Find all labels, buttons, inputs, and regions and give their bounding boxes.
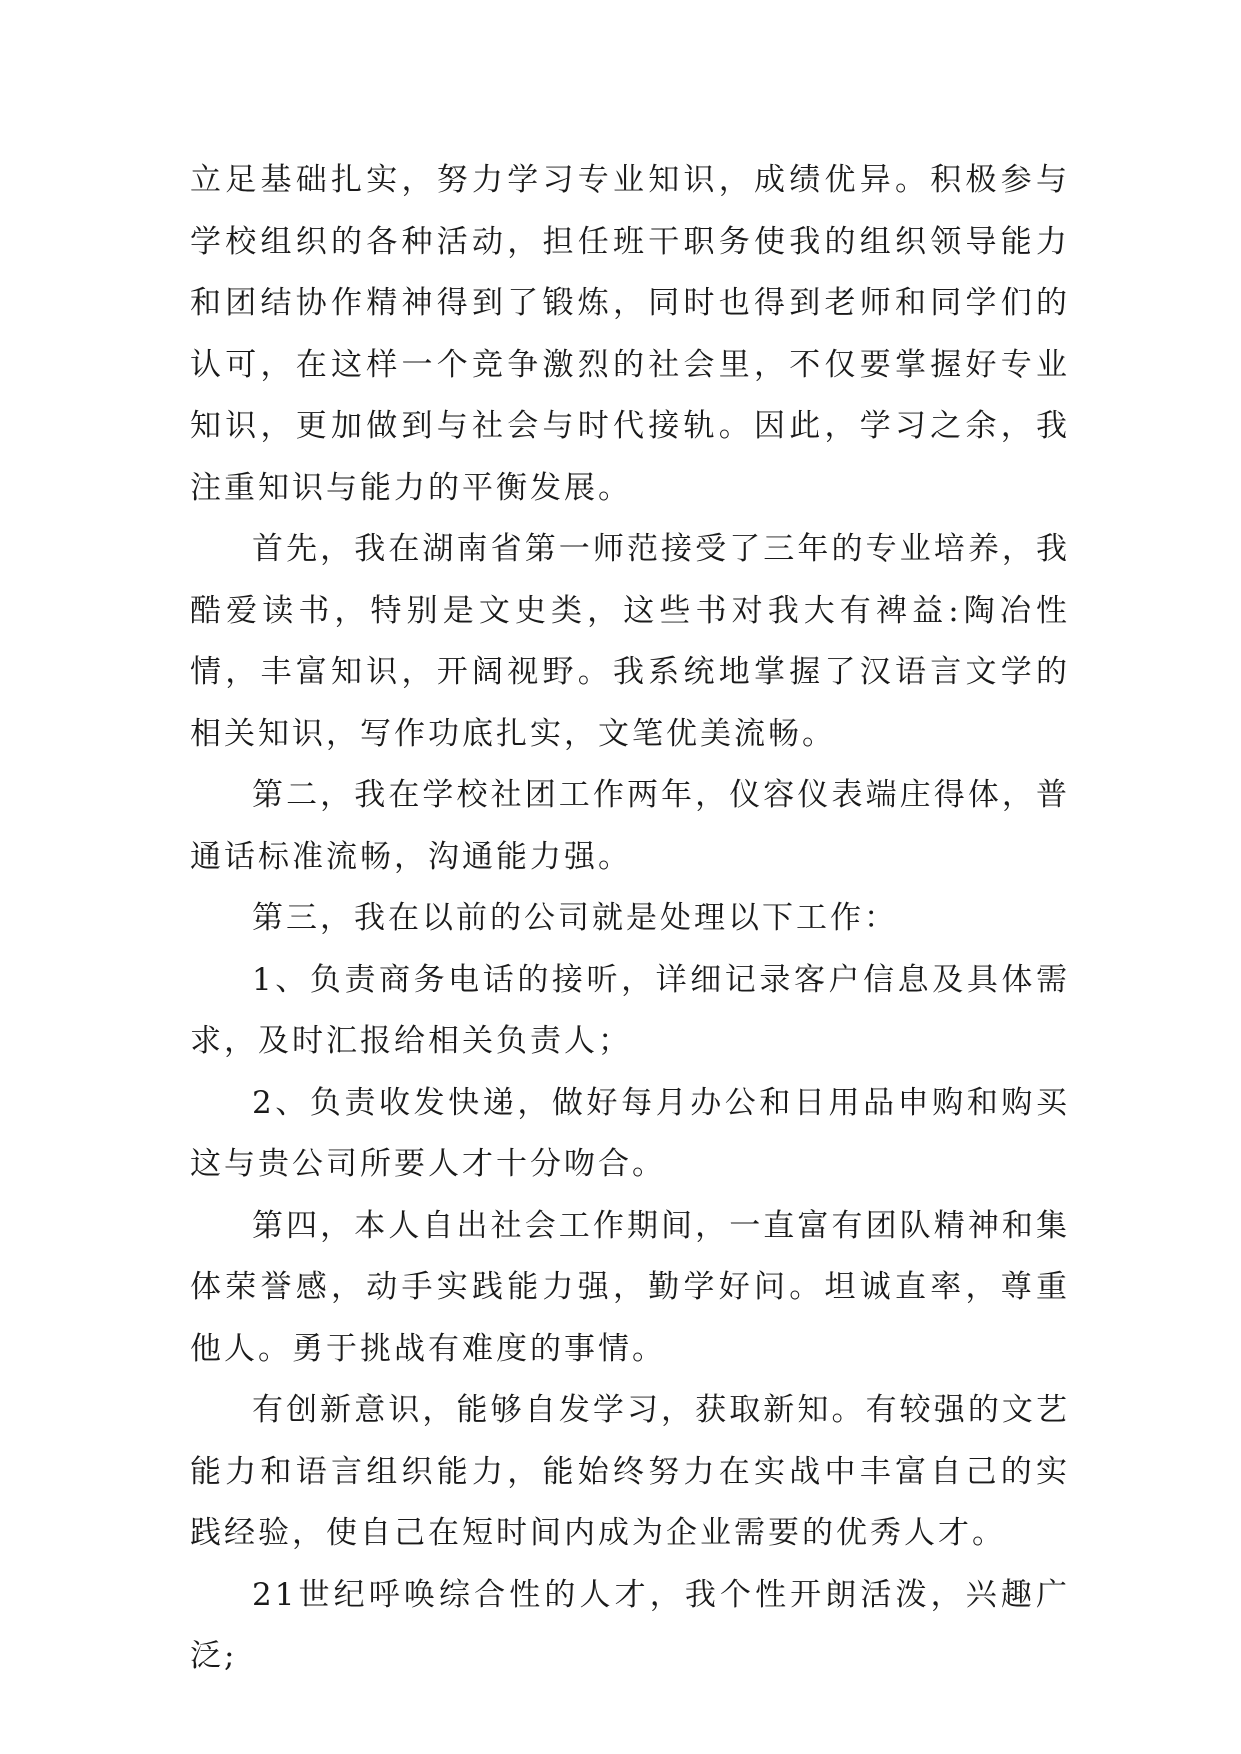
document-body (190, 150, 1070, 1688)
paragraph-1: 立足基础扎实，努力学习专业知识，成绩优异。积极参与学校组织的各种活动，担任班干职务使我的组织领导能力和团结协作精神得到了锻炼，同时也得到老师和同学们的认可，在这样一个竞争激烈的社会里，不仅要掌握好专业知识，更加做到与社会与时代接轨。因此，学习之余，我注重知识与能力的平衡发展。 (190, 162, 1070, 506)
paragraph-4: 第三，我在以前的公司就是处理以下工作： (252, 900, 898, 936)
paragraph-7: 第四，本人自出社会工作期间，一直富有团队精神和集体荣誉感，动手实践能力强，勤学好问。坦诚直率，尊重他人。勇于挑战有难度的事情。 (190, 1207, 1070, 1367)
paragraph-5: 1、负责商务电话的接听，详细记录客户信息及具体需求，及时汇报给相关负责人； (190, 961, 1070, 1059)
paragraph-8: 有创新意识，能够自发学习，获取新知。有较强的文艺能力和语言组织能力，能始终努力在实战中丰富自己的实践经验，使自己在短时间内成为企业需要的优秀人才。 (190, 1392, 1070, 1551)
paragraph-9: 21世纪呼唤综合性的人才，我个性开朗活泼，兴趣广泛; (190, 1576, 1070, 1674)
paragraph-6: 2、负责收发快递，做好每月办公和日用品申购和购买这与贵公司所要人才十分吻合。 (190, 1084, 1070, 1182)
paragraph-2: 首先，我在湖南省第一师范接受了三年的专业培养，我酷爱读书，特别是文史类，这些书对我大有裨益:陶冶性情，丰富知识，开阔视野。我系统地掌握了汉语言文学的相关知识，写作功底扎实，文笔优美流畅。 (190, 531, 1070, 752)
paragraph-3: 第二，我在学校社团工作两年，仪容仪表端庄得体，普通话标准流畅，沟通能力强。 (190, 777, 1070, 875)
